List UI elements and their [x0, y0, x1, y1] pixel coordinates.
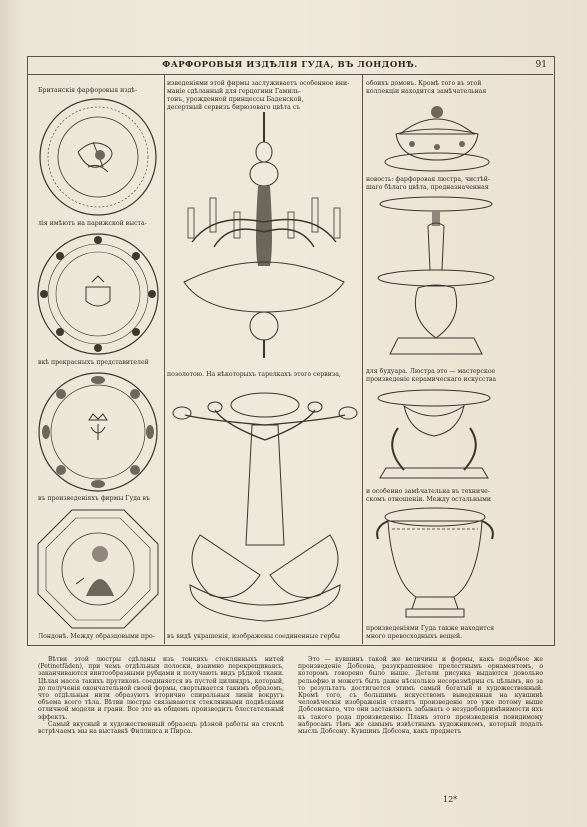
page-number: 91	[535, 60, 547, 70]
bottom-right-text	[298, 656, 543, 735]
paragraph: Вѣтви этой люстры сдѣланы изъ тонкихъ стеклянныхъ нитей (Petinetfäden), при чемъ отдѣльныя полоски, взаимно перекрещиваясь, заканчиваются винтообразными рубцами и получають видъ рѣдкой ткани. Цѣлая масса такихъ прутиковъ соединяется въ пустой цилиндръ, который, до полученія окончательной своей формы, свертывается такимъ образомъ, что отдѣльныя нити образуютъ вторично спиральныя линіи вокругъ объема всего тѣла. Вѣтви люстры связываются стеклянными подвѣсками отличной модели и грани. Все это въ общемъ производитъ блестательный эффектъ.	[38, 656, 284, 721]
col3-line: обоихъ домовъ. Кромѣ того въ этой	[366, 80, 482, 87]
bottom-left-text	[38, 656, 284, 735]
col3-line: шаго бѣлаго цвѣта, предназначенная	[366, 184, 489, 191]
chandelier-icon	[174, 112, 354, 362]
urn-vase-icon	[370, 505, 500, 623]
col3-line: произведеніе керамическаго искусства	[366, 376, 497, 383]
plate-crown-monogram-icon	[36, 372, 160, 492]
column-divider	[362, 74, 363, 644]
col2-line: въ видѣ украшенія, изображены соединенные гербы	[167, 633, 340, 640]
col1-line: въ произведеніяхъ фирмы Гуда въ	[38, 495, 150, 502]
column-divider	[164, 74, 165, 644]
page-title: ФАРФОРОВЫЯ ИЗДѢЛІЯ ГУДА, ВЪ ЛОНДОНѢ.	[162, 60, 418, 70]
paragraph: Это — кувшинъ такой же величины и формы, какъ подобное же произведеніе Добсона, разукрашенное прелестнымъ орнаментомъ, о которомъ говорено было выше. Детали рисунка выдаются довольно рельефно и можетъ быть даже нѣсколько несоразмѣрны съ цѣлымъ, но за то результатъ достигается этимъ самый богатый и художественный. Кромѣ того, съ большимъ искусствомъ выведенныя на кувшинѣ человѣческія изображенія ставятъ произведеніе это уже потому выше Добсонскаго, что они заставляютъ забывать о незудобопримѣнимости ихъ къ такого рода произведенію. Планъ этого произведенія повидимому набросанъ тѣмъ же самымъ извѣстнымъ художникомъ, который подалъ мысль Добсону. Кувшинъ Добсона, какъ предметъ	[298, 656, 543, 736]
paragraph: Самый вкусный и художественный образецъ рѣзной работы на стеклѣ встрѣчаемъ мы на выставкѣ Филлипса и Пирса.	[38, 720, 284, 736]
octagonal-plate-portrait-icon	[36, 508, 160, 630]
col2-line: маніе сдѣланный для герцогини Гамиль-	[167, 88, 301, 95]
col2-line: изведеніями этой фирмы заслуживаетъ особенное вни-	[167, 80, 350, 87]
tiered-comport-icon	[376, 196, 496, 366]
col3-line: новость: фарфоровая люстра, чистѣй-	[366, 176, 490, 183]
col1-line: Британскія фарфоровыя издѣ-	[38, 87, 138, 94]
col3-line: произведеніями Гуда также находится	[366, 625, 495, 632]
candelabra-centerpiece-icon	[170, 385, 360, 630]
col3-line: коллекціи находится замѣчательная	[366, 88, 487, 95]
col1-line: вкѣ прекрасныхъ представителей	[38, 359, 149, 366]
plate-birds-icon	[38, 97, 158, 217]
folio-mark: 12*	[443, 795, 458, 804]
col1-line: лія имѣютъ на парижской выста-	[38, 220, 147, 227]
covered-tureen-icon	[382, 100, 492, 174]
plate-crest-icon	[36, 232, 160, 356]
col2-line: тонъ, урожденной принцессы Баденской,	[167, 96, 304, 103]
col3-line: скомъ отношеніи. Между остальными	[366, 496, 492, 503]
dolphin-stand-icon	[374, 388, 494, 482]
col3-line: и особенно замѣчательна въ техниче-	[366, 488, 490, 495]
col2-line: десертный сервизъ бирюзоваго цвѣта съ	[167, 104, 301, 111]
col1-line: Лондонѣ. Между образцовыми про-	[38, 633, 155, 640]
col2-line: позолотою. На нѣкоторыхъ тарелкахъ этого сервиза,	[167, 371, 341, 378]
page-header	[27, 60, 553, 75]
col3-line: для будуара. Люстра это — мастерское	[366, 368, 496, 375]
col3-line: много превосходныхъ вещей.	[366, 633, 463, 640]
